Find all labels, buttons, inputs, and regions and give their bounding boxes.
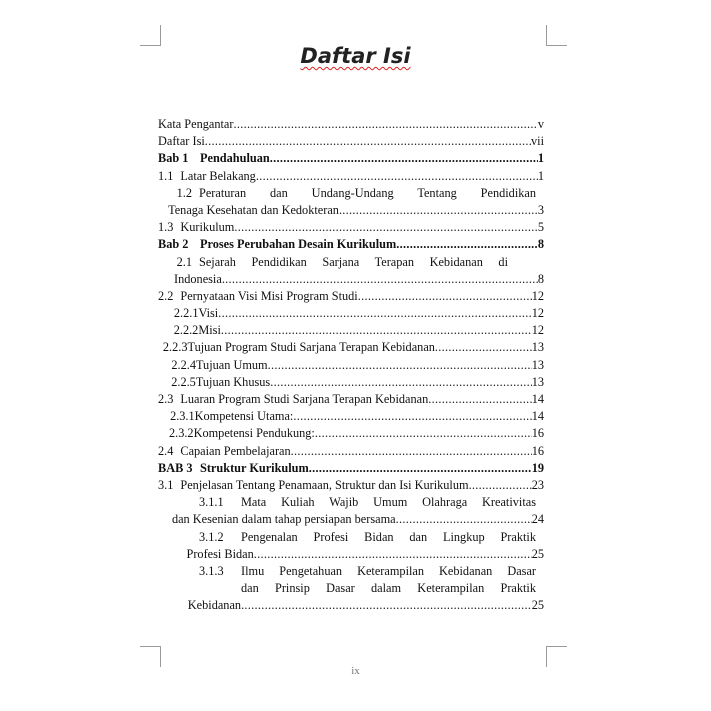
toc-entry: 1.3 Kurikulum ..... 5: [158, 219, 544, 236]
toc-entry: 2.2.5 Tujuan Khusus ..... 13: [158, 374, 544, 391]
toc-chapter: Bab 2 Proses Perubahan Desain Kurikulum ..... 8: [158, 236, 544, 253]
toc-entry: 2.1 Sejarah Pendidikan Sarjana Terapan Kebidanan di: [176, 254, 508, 269]
toc-entry-continued: Tenaga Kesehatan dan Kedokteran ..... 3: [158, 202, 544, 219]
toc-entry-continued: dan Kesenian dalam tahap persiapan bersama ..... 24: [158, 511, 544, 528]
toc-entry: 3.1.3 Ilmu Pengetahuan Keterampilan Kebidanan Dasar: [199, 563, 536, 578]
toc-entry: 2.2.3 Tujuan Program Studi Sarjana Terapan Kebidanan ..... 13: [158, 339, 544, 356]
toc-entry: 2.3.1 Kompetensi Utama: ..... 14: [158, 408, 544, 425]
toc-entry: Daftar Isi ..... vii: [158, 133, 544, 150]
crop-mark-top-left: [140, 25, 161, 46]
toc-entry: 1.1 Latar Belakang ..... 1: [158, 168, 544, 185]
toc-entry: 2.2.1 Visi ..... 12: [158, 305, 544, 322]
crop-mark-bottom-right: [546, 646, 567, 667]
toc-entry-continued: Kebidanan ..... 25: [158, 597, 544, 614]
toc-entry: 2.2 Pernyataan Visi Misi Program Studi ..... 12: [158, 288, 544, 305]
crop-mark-bottom-left: [140, 646, 161, 667]
toc-entry: 3.1.1 Mata Kuliah Wajib Umum Olahraga Kreativitas: [199, 495, 536, 510]
crop-mark-top-right: [546, 25, 567, 46]
toc-chapter: Bab 1 Pendahuluan ..... 1: [158, 150, 544, 167]
toc-entry-continued: Profesi Bidan ..... 25: [158, 546, 544, 563]
toc-entry: 2.2.4 Tujuan Umum ..... 13: [158, 357, 544, 374]
toc-entry: 3.1.2 Pengenalan Profesi Bidan dan Lingkup Praktik: [199, 529, 536, 544]
toc-entry: 2.3.2 Kompetensi Pendukung: ..... 16: [158, 425, 544, 442]
toc-entry-continued: Indonesia ..... 8: [158, 271, 544, 288]
page-title: Daftar Isi: [300, 44, 411, 68]
toc-entry-continued: dan Prinsip Dasar dalam Keterampilan Praktik: [241, 581, 536, 596]
table-of-contents: [158, 116, 544, 614]
toc-entry: 2.2.2 Misi ..... 12: [158, 322, 544, 339]
toc-entry: 3.1 Penjelasan Tentang Penamaan, Struktur dan Isi Kurikulum ..... 23: [158, 477, 544, 494]
toc-entry: 2.4 Capaian Pembelajaran ..... 16: [158, 443, 544, 460]
toc-entry: 1.2 Peraturan dan Undang-Undang Tentang Pendidikan: [176, 185, 536, 200]
toc-entry: 2.3 Luaran Program Studi Sarjana Terapan Kebidanan ..... 14: [158, 391, 544, 408]
toc-chapter: BAB 3 Struktur Kurikulum ..... 19: [158, 460, 544, 477]
page-number: ix: [351, 665, 360, 677]
toc-entry: Kata Pengantar ..... v: [158, 116, 544, 133]
